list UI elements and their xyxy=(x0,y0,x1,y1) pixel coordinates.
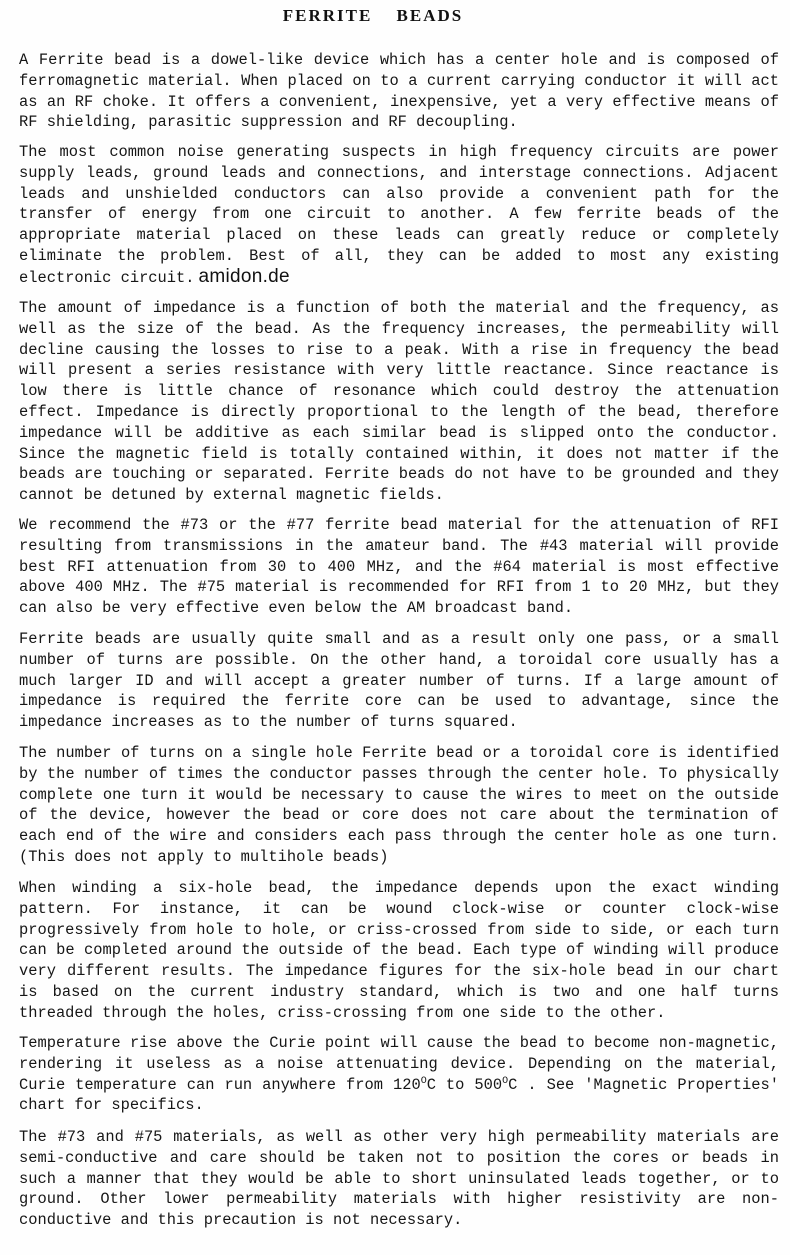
degree-sign: O xyxy=(420,1075,427,1087)
watermark-logo: amidon.de xyxy=(198,265,290,287)
page-title: FERRITE BEADS xyxy=(282,6,464,25)
paragraph-text: C to 500 xyxy=(426,1075,503,1094)
paragraph: When winding a six-hole bead, the impedance depends upon the exact winding pattern. For instance, it can be wound clock-wise or counter clock-wise progressively from hole to hole, or criss-crossed from side to side, or each turn can be completed around the outside of the bead. Each type of winding will produce very different results. The impedance figures for the six-hole bead in our chart is based on the current industry standard, which is two and one half turns threaded through the holes, criss-crossing from one side to the other. xyxy=(19,879,779,1022)
paragraph-text: C . See 'Magnetic Properties' chart for specifics. xyxy=(19,1075,779,1115)
paragraph: We recommend the #73 or the #77 ferrite bead material for the attenuation of RFI resulting from transmissions in the amateur band. The #43 material will provide best RFI attenuation from 30 to 400 MHz, and the #64 material is most effective above 400 MHz. The #75 material is recommended for RFI from 1 to 20 MHz, but they can also be very effective even below the AM broadcast band. xyxy=(19,516,779,618)
paragraph: A Ferrite bead is a dowel-like device which has a center hole and is composed of ferromagnetic material. When placed on to a current carrying conductor it will act as an RF choke. It offers a convenient, inexpensive, yet a very effective means of RF shielding, parasitic suppression and RF decoupling. xyxy=(19,51,779,132)
paragraph: The #73 and #75 materials, as well as other very high permeability materials are semi-conductive and care should be taken not to position the cores or beads in such a manner that they would be able to short uninsulated leads together, or to ground. Other lower permeability materials with higher resistivity are non-conductive and this precaution is not necessary. xyxy=(19,1128,779,1230)
paragraph-text: The most common noise generating suspects in high frequency circuits are power supply leads, ground leads and connections, and interstage connections. Adjacent leads and unshielded conductors can also provide a convenient path for the transfer of energy from one circuit to another. A few ferrite beads of the appropriate material placed on these leads can greatly reduce or completely eliminate the problem. Best of all, they can be added to most any existing electronic circuit. xyxy=(19,143,779,287)
paragraph: Ferrite beads are usually quite small and as a result only one pass, or a small number of turns are possible. On the other hand, a toroidal core usually has a much larger ID and will accept a greater number of turns. If a large amount of impedance is required the ferrite core can be used to advantage, since the impedance increases as to the number of turns squared. xyxy=(19,630,779,732)
paragraph: The amount of impedance is a function of both the material and the frequency, as well as the size of the bead. As the frequency increases, the permeability will decline causing the losses to rise to a peak. With a rise in frequency the bead will present a series resistance with very little reactance. Since reactance is low there is little chance of resonance which could destroy the attenuation effect. Impedance is directly proportional to the length of the bead, therefore impedance will be additive as each similar bead is slipped onto the conductor. Since the magnetic field is totally contained within, it does not matter if the beads are touching or separated. Ferrite beads do not have to be grounded and they cannot be detuned by external magnetic fields. xyxy=(19,299,779,505)
paragraph xyxy=(19,142,779,289)
degree-sign: O xyxy=(502,1075,509,1087)
paragraph xyxy=(19,1033,779,1116)
paragraph-text: Temperature rise above the Curie point will cause the bead to become non-magnetic, rendering it useless as a noise attenuating device. Depending on the material, Curie temperature can run anywhere from 120 xyxy=(19,1034,779,1094)
paragraph: The number of turns on a single hole Ferrite bead or a toroidal core is identified by the number of times the conductor passes through the center hole. To physically complete one turn it would be necessary to cause the wires to meet on the outside of the device, however the bead or core does not care about the termination of each end of the wire and considers each pass through the center hole as one turn. (This does not apply to multihole beads) xyxy=(19,744,779,866)
